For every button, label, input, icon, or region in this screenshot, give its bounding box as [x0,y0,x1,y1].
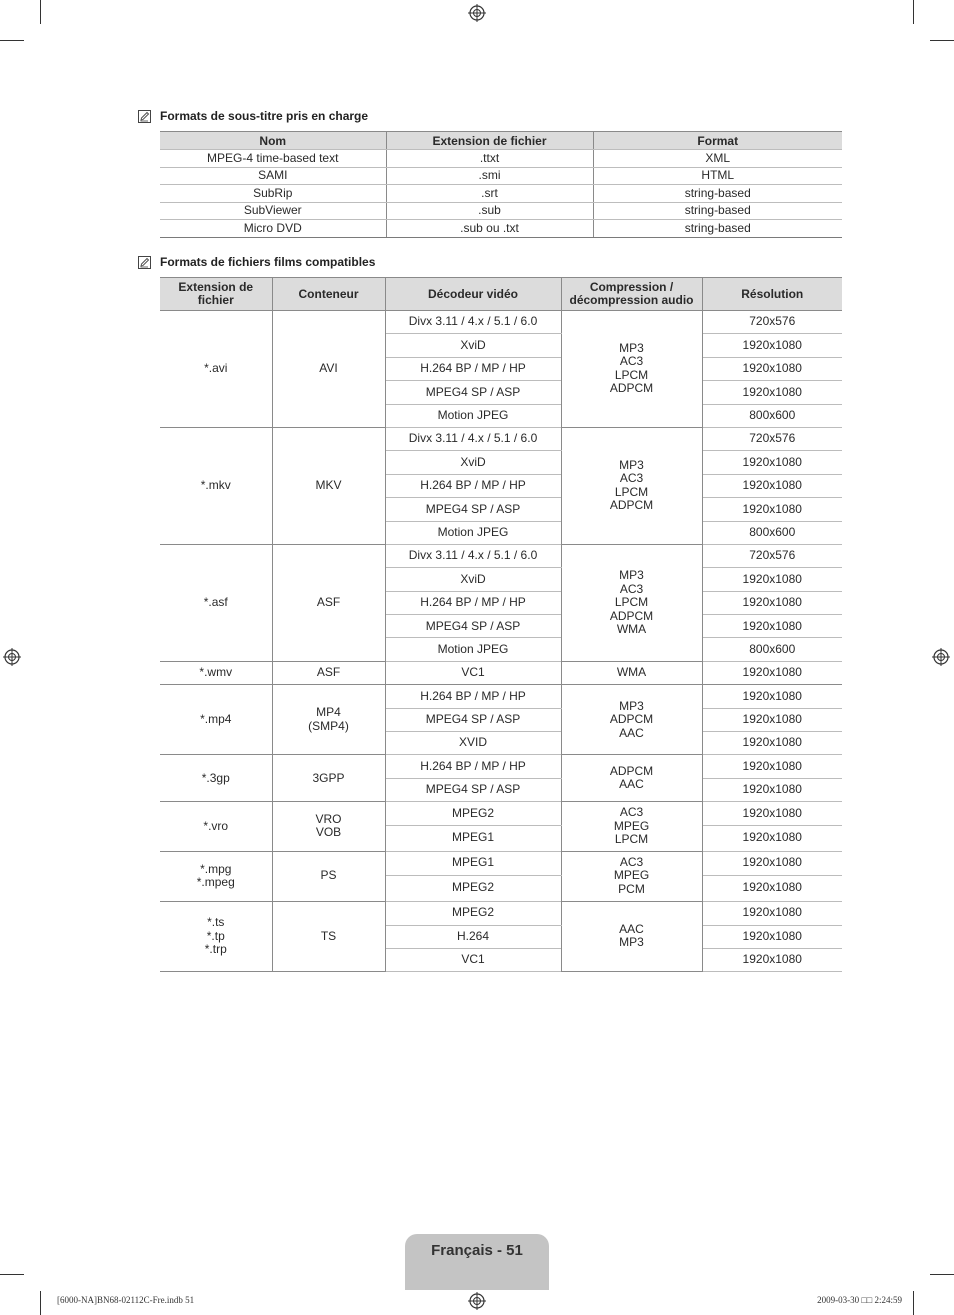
table-row [160,427,842,450]
video-decoder-cell: VC1 [385,661,561,684]
video-decoder-cell: Motion JPEG [385,521,561,544]
resolution-cell: 1920x1080 [702,661,842,684]
page-number-label: Français - 51 [431,1242,523,1259]
table-row [160,544,842,567]
video-decoder-cell: MPEG2 [385,875,561,901]
audio-codec-cell: AC3 MPEG LPCM [561,802,702,851]
table-cell: .sub ou .txt [386,220,593,238]
extension-cell: *.wmv [160,661,272,684]
resolution-cell: 720x576 [702,427,842,450]
resolution-cell: 1920x1080 [702,357,842,380]
table-cell: string-based [593,220,842,238]
registration-mark-icon [3,648,21,666]
audio-codec-cell: AC3 MPEG PCM [561,851,702,901]
container-cell: PS [272,851,385,901]
table-cell: string-based [593,185,842,203]
subtitle-formats-table [160,131,842,238]
table-cell: Micro DVD [160,220,386,238]
audio-codec-cell: ADPCM AAC [561,755,702,802]
crop-mark [40,0,41,24]
video-decoder-cell: H.264 BP / MP / HP [385,685,561,708]
table-row [160,185,842,203]
table-row [160,202,842,220]
audio-codec-cell: MP3 AC3 LPCM ADPCM [561,311,702,428]
audio-codec-cell: MP3 AC3 LPCM ADPCM [561,427,702,544]
resolution-cell: 1920x1080 [702,498,842,521]
video-decoder-cell: Motion JPEG [385,404,561,427]
video-decoder-cell: MPEG2 [385,901,561,925]
column-header: Extension de fichier [160,278,272,311]
subtitle-section-heading [138,109,368,123]
table-cell: .sub [386,202,593,220]
extension-cell: *.3gp [160,755,272,802]
video-decoder-cell: XviD [385,451,561,474]
crop-mark [0,40,24,41]
crop-mark [0,1274,24,1275]
column-header: Résolution [702,278,842,311]
resolution-cell: 720x576 [702,311,842,334]
resolution-cell: 1920x1080 [702,615,842,638]
resolution-cell: 1920x1080 [702,825,842,851]
subtitle-heading-text: Formats de sous-titre pris en charge [160,109,369,123]
video-decoder-cell: H.264 [385,925,561,948]
video-decoder-cell: MPEG4 SP / ASP [385,381,561,404]
video-decoder-cell: Divx 3.11 / 4.x / 5.1 / 6.0 [385,427,561,450]
video-decoder-cell: MPEG4 SP / ASP [385,778,561,801]
table-cell: MPEG-4 time-based text [160,150,386,168]
video-decoder-cell: XviD [385,568,561,591]
video-decoder-cell: MPEG2 [385,802,561,825]
extension-cell: *.avi [160,311,272,428]
print-file-info: [6000-NA]BN68-02112C-Fre.indb 51 [57,1295,195,1305]
table-row [160,901,842,925]
table-row [160,311,842,334]
note-pencil-icon [138,110,151,123]
film-section-heading [138,255,375,269]
resolution-cell: 1920x1080 [702,591,842,614]
print-timestamp: 2009-03-30 □□ 2:24:59 [817,1295,902,1305]
video-decoder-cell: Divx 3.11 / 4.x / 5.1 / 6.0 [385,311,561,334]
column-header: Format [593,132,842,150]
table-cell: string-based [593,202,842,220]
resolution-cell: 720x576 [702,544,842,567]
extension-cell: *.mpg *.mpeg [160,851,272,901]
video-decoder-cell: MPEG1 [385,825,561,851]
resolution-cell: 800x600 [702,521,842,544]
resolution-cell: 1920x1080 [702,925,842,948]
table-cell: SubRip [160,185,386,203]
table-row [160,685,842,708]
crop-mark [930,1274,954,1275]
video-decoder-cell: H.264 BP / MP / HP [385,755,561,778]
resolution-cell: 1920x1080 [702,381,842,404]
column-header: Extension de fichier [386,132,593,150]
column-header: Conteneur [272,278,385,311]
extension-cell: *.asf [160,544,272,661]
video-decoder-cell: MPEG4 SP / ASP [385,615,561,638]
resolution-cell: 1920x1080 [702,334,842,357]
resolution-cell: 1920x1080 [702,851,842,875]
resolution-cell: 1920x1080 [702,901,842,925]
container-cell: AVI [272,311,385,428]
note-pencil-icon [138,256,151,269]
table-cell: SAMI [160,167,386,185]
video-decoder-cell: H.264 BP / MP / HP [385,591,561,614]
table-row [160,167,842,185]
resolution-cell: 1920x1080 [702,948,842,971]
video-decoder-cell: MPEG4 SP / ASP [385,498,561,521]
audio-codec-cell: AAC MP3 [561,901,702,972]
table-cell: SubViewer [160,202,386,220]
container-cell: ASF [272,544,385,661]
resolution-cell: 1920x1080 [702,802,842,825]
extension-cell: *.mkv [160,427,272,544]
container-cell: TS [272,901,385,972]
table-header-row [160,278,842,311]
resolution-cell: 1920x1080 [702,778,842,801]
resolution-cell: 1920x1080 [702,685,842,708]
audio-codec-cell: MP3 ADPCM AAC [561,685,702,755]
extension-cell: *.ts *.tp *.trp [160,901,272,972]
table-cell: .srt [386,185,593,203]
crop-mark [913,0,914,24]
table-cell: XML [593,150,842,168]
film-formats-table [160,277,842,972]
registration-mark-icon [932,648,950,666]
resolution-cell: 1920x1080 [702,755,842,778]
table-cell: .ttxt [386,150,593,168]
audio-codec-cell: WMA [561,661,702,684]
resolution-cell: 1920x1080 [702,451,842,474]
container-cell: ASF [272,661,385,684]
crop-mark [913,1291,914,1315]
video-decoder-cell: XVID [385,732,561,755]
resolution-cell: 800x600 [702,404,842,427]
table-row [160,802,842,825]
crop-mark [40,1291,41,1315]
table-row [160,755,842,778]
container-cell: 3GPP [272,755,385,802]
resolution-cell: 1920x1080 [702,875,842,901]
video-decoder-cell: MPEG4 SP / ASP [385,708,561,731]
registration-mark-icon [468,1292,486,1310]
resolution-cell: 1920x1080 [702,474,842,497]
resolution-cell: 1920x1080 [702,708,842,731]
table-cell: .smi [386,167,593,185]
table-row [160,220,842,238]
column-header: Nom [160,132,386,150]
crop-mark [930,40,954,41]
audio-codec-cell: MP3 AC3 LPCM ADPCM WMA [561,544,702,661]
video-decoder-cell: MPEG1 [385,851,561,875]
registration-mark-icon [468,4,486,22]
video-decoder-cell: VC1 [385,948,561,971]
table-header-row [160,132,842,150]
table-cell: HTML [593,167,842,185]
video-decoder-cell: XviD [385,334,561,357]
video-decoder-cell: H.264 BP / MP / HP [385,357,561,380]
resolution-cell: 1920x1080 [702,568,842,591]
resolution-cell: 800x600 [702,638,842,661]
column-header: Décodeur vidéo [385,278,561,311]
extension-cell: *.vro [160,802,272,851]
extension-cell: *.mp4 [160,685,272,755]
table-row [160,150,842,168]
container-cell: MP4 (SMP4) [272,685,385,755]
resolution-cell: 1920x1080 [702,732,842,755]
table-row [160,661,842,684]
column-header: Compression / décompression audio [561,278,702,311]
container-cell: VRO VOB [272,802,385,851]
container-cell: MKV [272,427,385,544]
table-row [160,851,842,875]
film-heading-text: Formats de fichiers films compatibles [160,255,376,269]
video-decoder-cell: Divx 3.11 / 4.x / 5.1 / 6.0 [385,544,561,567]
video-decoder-cell: H.264 BP / MP / HP [385,474,561,497]
video-decoder-cell: Motion JPEG [385,638,561,661]
